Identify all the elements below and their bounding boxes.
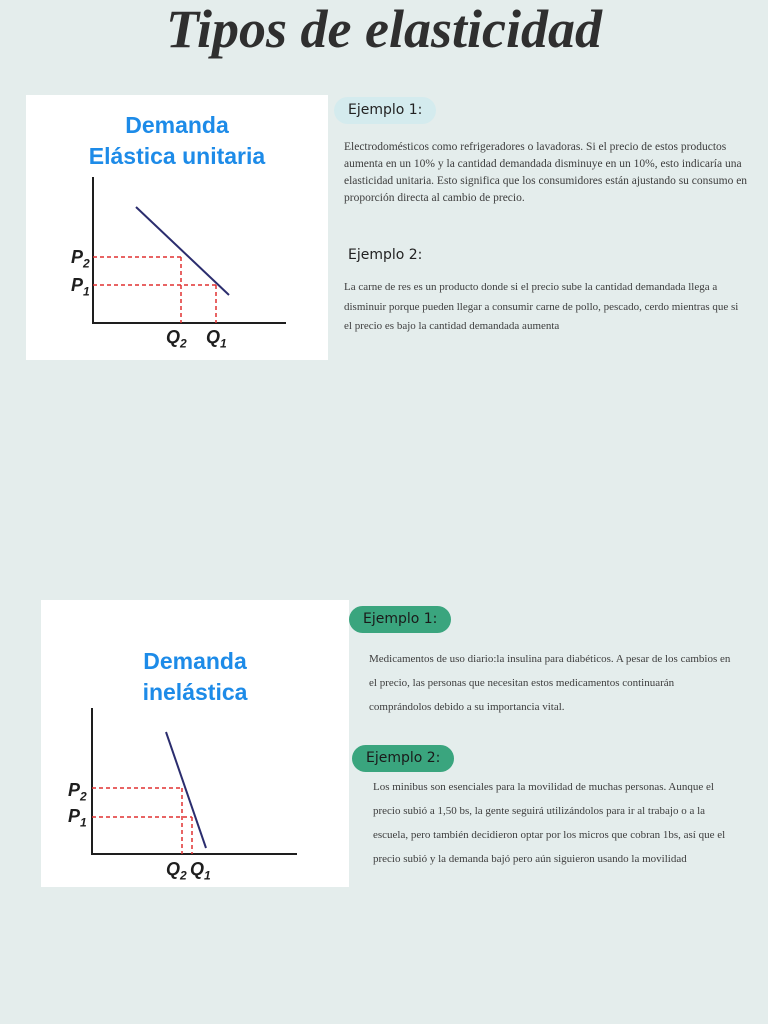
unit-elastic-demand-chart — [26, 95, 328, 360]
example1-badge: Ejemplo 1: — [334, 97, 436, 124]
inelastic-demand-chart — [41, 600, 349, 887]
chart-title-line2: inelástica — [142, 679, 248, 705]
q1-label: $Q_1$ — [190, 859, 211, 883]
chart-title-line2: Elástica unitaria — [88, 143, 266, 169]
p2-label: $P_2$ — [71, 247, 90, 271]
example1-text: Electrodomésticos como refrigeradores o lavadoras. Si el precio de estos productos aumenta en un 10% y la cantidad demandada disminuye en un 10%, esto indicaría una elasticidad unitaria. Esto significa que los consumidores están ajustando su consumo en proporción directa al cambio de precio. — [344, 141, 748, 204]
example2-badge: Ejemplo 2: — [352, 745, 454, 772]
example2-text: Los minibus son esenciales para la movilidad de muchas personas. Aunque el precio subió a 1,50 bs, la gente seguirá utilizándolos para ir al trabajo o a la escuela, pero también decidieron optar por los micros que cobran 1bs, así que el precio subió y la demanda bajó pero aún siguieron usando la movilidad — [373, 781, 726, 865]
q2-label: $Q_2$ — [166, 859, 187, 883]
chart-graphic — [41, 600, 349, 887]
page-title: Tipos de elasticidad — [166, 0, 602, 59]
q1-label: $Q_1$ — [206, 327, 227, 351]
example2-badge: Ejemplo 2: — [348, 247, 423, 263]
p1-label: $P_1$ — [68, 806, 87, 830]
chart-title-line1: Demanda — [125, 112, 229, 138]
example1-text: Medicamentos de uso diario:la insulina para diabéticos. A pesar de los cambios en el precio, las personas que necesitan estos medicamentos continuarán comprándolos debido a su importancia vital. — [369, 653, 731, 713]
q2-label: $Q_2$ — [166, 327, 187, 351]
chart-title-line1: Demanda — [143, 648, 247, 674]
example2-text: La carne de res es un producto donde si el precio sube la cantidad demandada llega a disminuir porque pueden llegar a consumir carne de pollo, pescado, cerdo mientras que si el precio es bajo la cantidad demandada aumenta — [344, 281, 739, 332]
p1-label: $P_1$ — [71, 275, 90, 299]
p2-label: $P_2$ — [68, 780, 87, 804]
example1-badge: Ejemplo 1: — [349, 606, 451, 633]
demand-curve — [166, 732, 206, 848]
demand-curve — [136, 207, 229, 295]
chart-graphic — [26, 95, 328, 360]
